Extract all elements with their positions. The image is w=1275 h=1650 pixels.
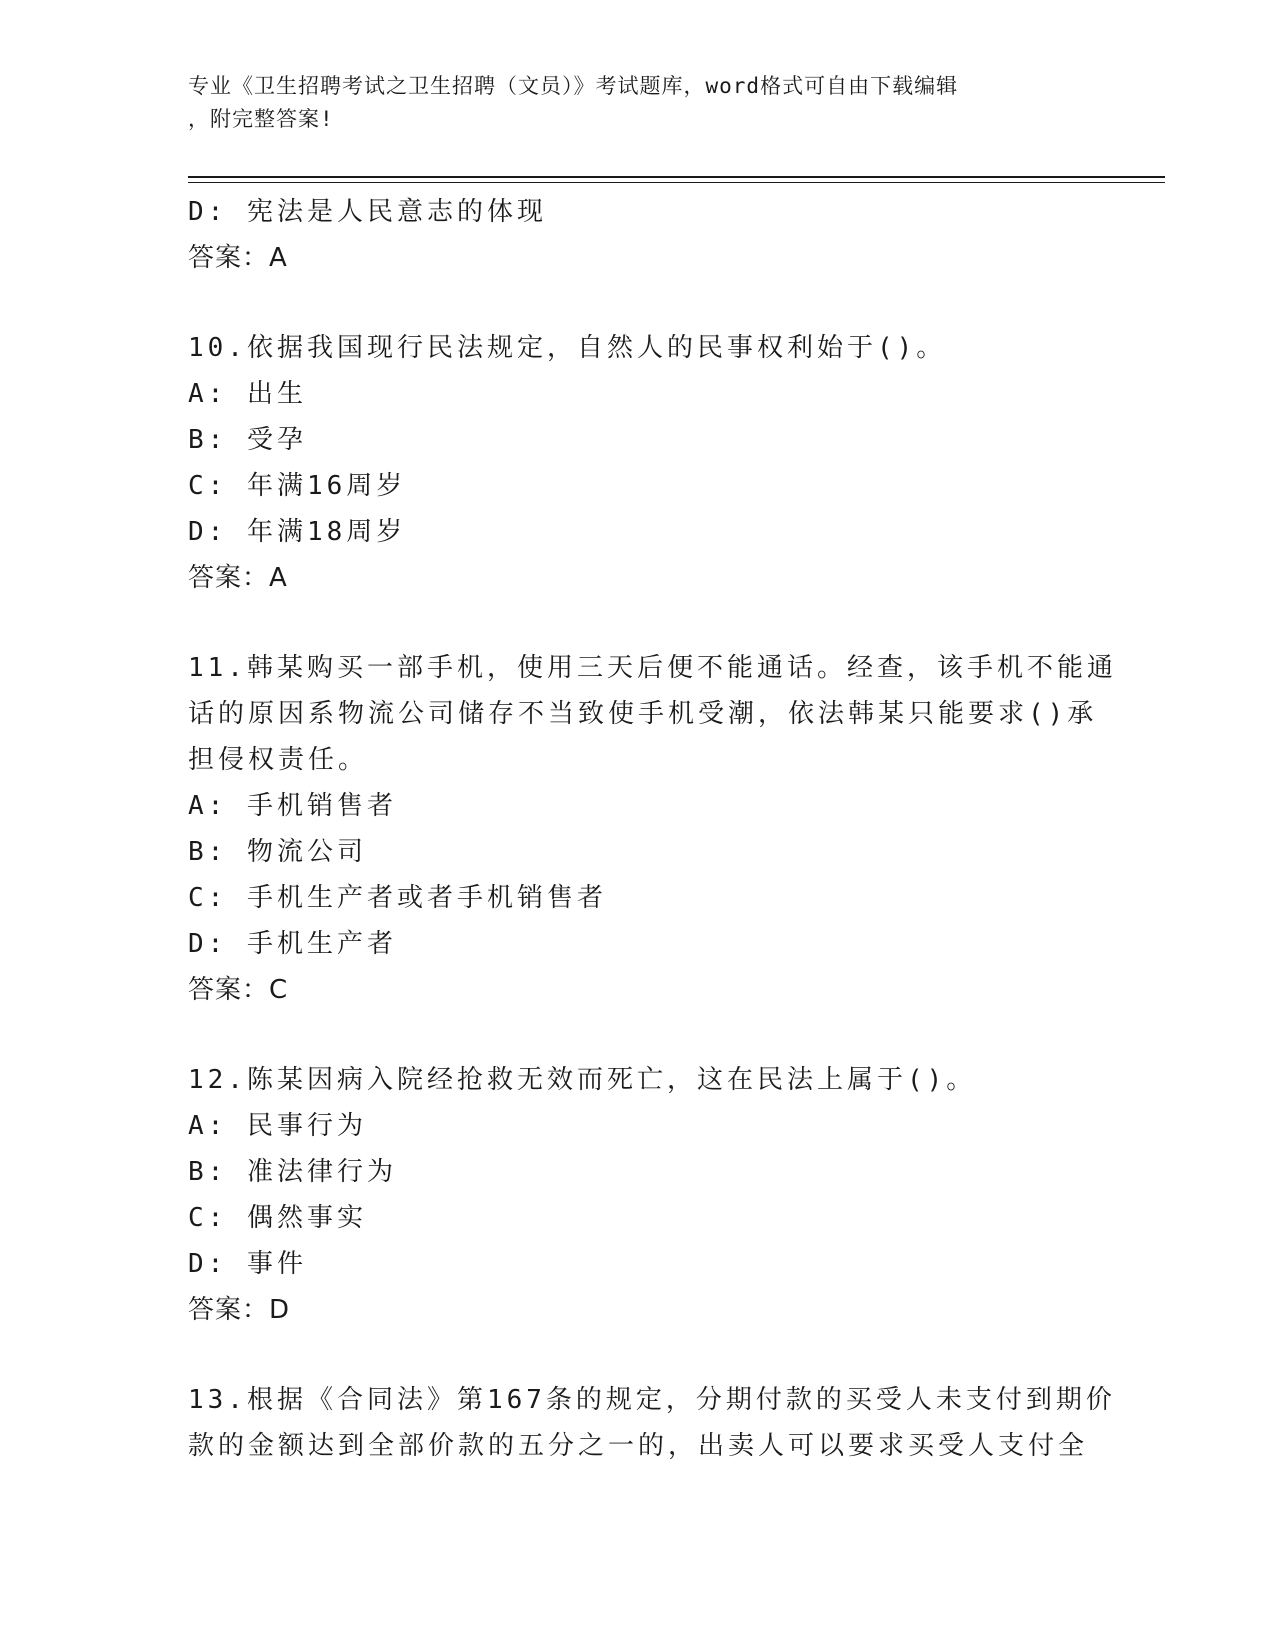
- answer-line: 答案：A: [188, 243, 288, 273]
- option-c: C: 偶然事实: [188, 1203, 367, 1233]
- stem-line: 10.依据我国现行民法规定，自然人的民事权利始于()。: [188, 333, 947, 363]
- option-d: D: 事件: [188, 1249, 307, 1279]
- option-a: A: 民事行为: [188, 1111, 367, 1141]
- stem-line: 11.韩某购买一部手机，使用三天后便不能通话。经查，该手机不能通: [188, 653, 1117, 683]
- question-stem: [188, 1057, 1088, 1103]
- question-10: [188, 325, 1088, 601]
- option-b: B: 准法律行为: [188, 1157, 397, 1187]
- answer-line: 答案：A: [188, 563, 288, 593]
- spacer: [188, 281, 1088, 325]
- answer-line: 答案：C: [188, 975, 289, 1005]
- stem-line: 话的原因系物流公司储存不当致使手机受潮，依法韩某只能要求()承: [188, 699, 1098, 729]
- answer-line: 答案：D: [188, 1295, 291, 1325]
- option-c: C: 年满16周岁: [188, 471, 407, 501]
- stem-line: 12.陈某因病入院经抢救无效而死亡，这在民法上属于()。: [188, 1065, 977, 1095]
- spacer: [188, 601, 1088, 645]
- question-content: [188, 189, 1117, 1469]
- spacer: [188, 1333, 1088, 1377]
- header-line-1: 专业《卫生招聘考试之卫生招聘（文员）》考试题库，word格式可自由下载编辑: [188, 74, 959, 98]
- option-d: D: 手机生产者: [188, 929, 397, 959]
- stem-line: 款的金额达到全部价款的五分之一的，出卖人可以要求买受人支付全: [188, 1431, 1089, 1461]
- question-stem: [188, 1377, 1116, 1469]
- question-12: [188, 1057, 1088, 1333]
- question-stem: [188, 325, 1088, 371]
- question-13: [188, 1377, 1116, 1469]
- option-d: D: 宪法是人民意志的体现: [188, 197, 547, 227]
- option-b: B: 物流公司: [188, 837, 367, 867]
- document-header: [188, 70, 1088, 136]
- spacer: [188, 1013, 1088, 1057]
- question-11: [188, 645, 1117, 1013]
- header-divider-thick: [188, 176, 1165, 178]
- option-a: A: 手机销售者: [188, 791, 397, 821]
- option-b: B: 受孕: [188, 425, 307, 455]
- question-stem: [188, 645, 1117, 783]
- option-a: A: 出生: [188, 379, 307, 409]
- header-line-2: ，附完整答案!: [188, 107, 334, 131]
- option-d: D: 年满18周岁: [188, 517, 407, 547]
- header-divider-thin: [188, 182, 1165, 183]
- option-c: C: 手机生产者或者手机销售者: [188, 883, 607, 913]
- stem-line: 13.根据《合同法》第167条的规定，分期付款的买受人未支付到期价: [188, 1385, 1116, 1415]
- stem-line: 担侵权责任。: [188, 745, 369, 775]
